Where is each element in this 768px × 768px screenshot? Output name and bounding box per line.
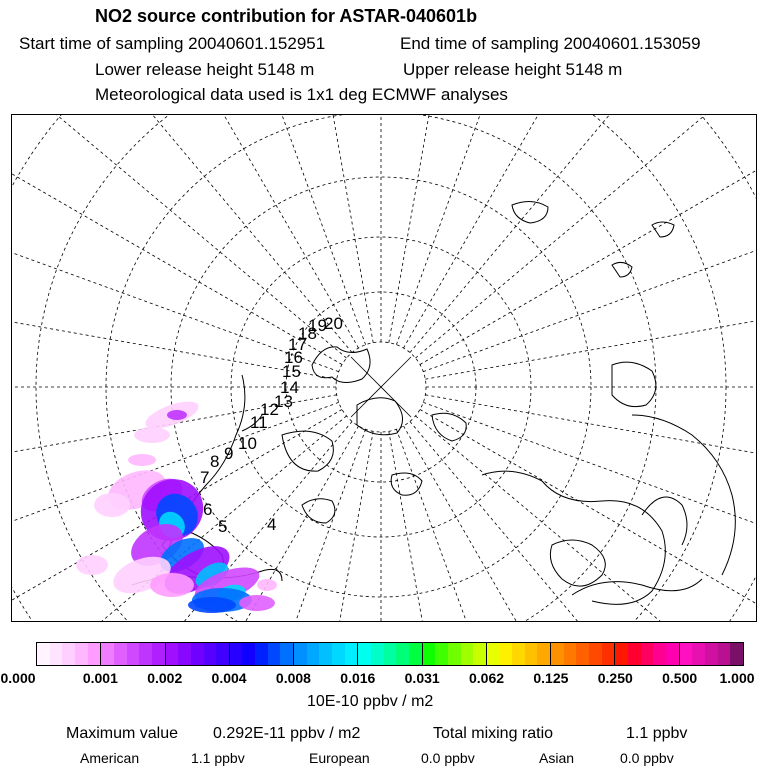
trajectory-labels <box>200 314 343 536</box>
meridian-line <box>425 395 757 509</box>
plume-patch <box>257 579 277 591</box>
sampling-start-time: Start time of sampling 20040601.152951 <box>19 34 326 53</box>
trajectory-day-label: 14 <box>280 378 299 397</box>
meridian-line <box>389 431 503 622</box>
colorbar-segment <box>294 643 358 665</box>
plume-patch <box>76 555 108 575</box>
meteorological-data-note: Meteorological data used is 1x1 deg ECMWF analyses <box>95 85 508 104</box>
colorbar-segment <box>358 643 422 665</box>
max-value: 0.292E-11 ppbv / m2 <box>213 725 361 742</box>
trajectory-day-label: 10 <box>238 434 257 453</box>
colorbar-tick-label: 0.000 <box>0 670 36 686</box>
meridian-line <box>142 115 366 345</box>
colorbar-segment <box>551 643 615 665</box>
trajectory-day-label: 20 <box>324 314 343 333</box>
polar-map <box>11 114 757 622</box>
colorbar-segment <box>37 643 101 665</box>
trajectory-day-label: 8 <box>210 452 220 471</box>
colorbar-unit-label: 10E-10 ppbv / m2 <box>307 693 434 710</box>
plot-title: NO2 source contribution for ASTAR-040601b <box>95 6 478 26</box>
trajectory-day-label: 4 <box>267 515 277 534</box>
colorbar-tick-label: 0.002 <box>147 670 183 686</box>
meridian-line <box>410 421 757 622</box>
total-mixing-ratio-label: Total mixing ratio <box>433 725 554 742</box>
meridian-line <box>410 115 757 353</box>
meridian-line <box>415 416 757 622</box>
colorbar-segment <box>230 643 294 665</box>
trajectory-day-label: 11 <box>250 413 268 432</box>
trajectory-day-label: 13 <box>274 392 293 411</box>
trajectory-day-label: 17 <box>288 335 307 354</box>
meridian-line <box>12 115 342 365</box>
lower-release-height: Lower release height 5148 m <box>95 60 315 79</box>
plume-patch <box>188 597 236 613</box>
colorbar-tick-label: 0.062 <box>469 670 505 686</box>
upper-release-height: Upper release height 5148 m <box>403 60 623 79</box>
colorbar-segment <box>101 643 165 665</box>
coastlines <box>132 201 735 604</box>
trajectory-day-label: 16 <box>284 348 303 367</box>
plume-patch <box>94 493 130 517</box>
meridian-line <box>259 115 373 343</box>
trajectory-day-label: 5 <box>218 517 228 536</box>
colorbar-segment <box>487 643 551 665</box>
plume-patch <box>150 573 194 597</box>
meridian-line <box>404 115 732 348</box>
region-american-label: American <box>80 750 140 766</box>
plume-patch <box>167 410 187 420</box>
meridian-line <box>396 115 620 345</box>
region-asian-value: 0.0 ppbv <box>620 750 674 766</box>
colorbar <box>36 642 744 666</box>
colorbar-tick-label: 0.016 <box>340 670 376 686</box>
meridian-line <box>423 148 757 372</box>
sampling-end-time: End time of sampling 20040601.153059 <box>400 34 701 53</box>
meridian-line <box>420 410 757 623</box>
colorbar-tick-label: 0.008 <box>275 670 311 686</box>
plume-patch <box>128 454 156 466</box>
trajectory-day-label: 9 <box>224 444 234 463</box>
colorbar-segment <box>615 643 679 665</box>
meridian-line <box>423 402 757 622</box>
colorbar-tick-label: 0.250 <box>597 670 633 686</box>
region-asian-label: Asian <box>539 750 575 766</box>
trajectory-day-label: 6 <box>203 500 213 519</box>
latitude-circle <box>12 115 757 622</box>
colorbar-tick-label: 0.004 <box>211 670 247 686</box>
max-value-label: Maximum value <box>66 725 179 742</box>
meridian-line <box>404 426 732 622</box>
trajectory-day-label: 19 <box>308 316 327 335</box>
plume-patch <box>239 595 275 611</box>
meridian-line <box>12 115 347 358</box>
colorbar-tick-label: 0.001 <box>82 670 118 686</box>
region-american-value: 1.1 ppbv <box>191 750 245 766</box>
meridian-line <box>31 115 359 348</box>
total-mixing-ratio-value: 1.1 ppbv <box>626 725 688 742</box>
trajectory-day-label: 7 <box>200 468 210 487</box>
colorbar-segment <box>166 643 230 665</box>
colorbar-tick-label: 0.500 <box>662 670 698 686</box>
colorbar-segment <box>423 643 487 665</box>
colorbar-segment <box>680 643 743 665</box>
trajectory-day-label: 15 <box>282 362 301 381</box>
colorbar-tick-label: 0.125 <box>533 670 569 686</box>
colorbar-tick-label: 1.000 <box>719 670 755 686</box>
region-european-label: European <box>309 750 370 766</box>
trajectory-day-label: 18 <box>298 324 317 343</box>
meridian-line <box>425 265 757 379</box>
meridian-line <box>12 115 352 353</box>
meridian-line <box>389 115 503 343</box>
meridian-line <box>259 431 373 622</box>
plume-patch <box>134 427 170 443</box>
colorbar-tick-label: 0.031 <box>404 670 440 686</box>
meridian-line <box>396 429 620 622</box>
trajectory-day-label: 12 <box>260 400 279 419</box>
region-european-value: 0.0 ppbv <box>421 750 475 766</box>
meridian-line <box>420 115 757 365</box>
